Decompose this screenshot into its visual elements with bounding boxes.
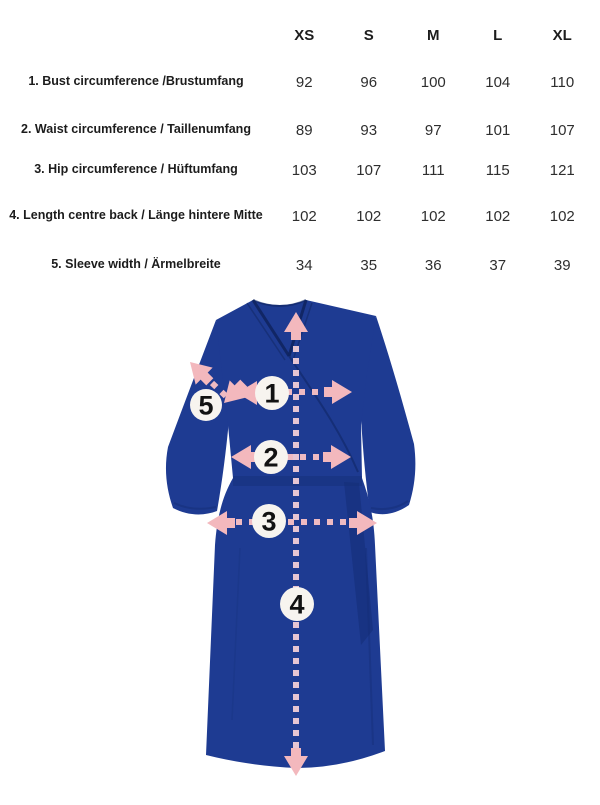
marker-circle-5: [190, 389, 222, 421]
marker-circle-2: [254, 440, 288, 474]
measurement-value: 102: [549, 207, 575, 225]
marker-circle-3: [252, 504, 286, 538]
size-column-header: XL: [552, 26, 572, 44]
measurement-value: 36: [424, 256, 442, 274]
measurement-value: 110: [550, 73, 575, 91]
measurement-value: 37: [489, 256, 507, 274]
measurement-value: 89: [295, 121, 313, 139]
size-column-header: L: [493, 26, 503, 44]
measurement-value: 101: [485, 121, 511, 139]
measurement-value: 93: [360, 121, 378, 139]
measurement-value: 100: [420, 73, 446, 91]
svg-text:2: 2: [263, 442, 279, 473]
measurement-value: 103: [291, 161, 317, 179]
measurement-label: 4. Length centre back / Länge hintere Mitte: [9, 208, 263, 223]
measurement-value: 102: [420, 207, 446, 225]
measurement-value: 102: [485, 207, 511, 225]
measurement-label: 2. Waist circumference / Taillenumfang: [21, 122, 251, 137]
svg-text:5: 5: [198, 390, 214, 421]
measurement-value: 92: [295, 73, 313, 91]
measurement-value: 102: [291, 207, 317, 225]
measurement-value: 34: [295, 256, 313, 274]
size-column-header: XS: [294, 26, 315, 44]
measurement-value: 96: [360, 73, 378, 91]
measurement-label: 5. Sleeve width / Ärmelbreite: [51, 257, 221, 272]
measurement-value: 115: [485, 161, 510, 179]
measurement-value: 104: [485, 73, 511, 91]
size-column-header: M: [427, 26, 440, 44]
svg-text:4: 4: [289, 589, 305, 620]
svg-text:1: 1: [264, 378, 280, 409]
measurement-value: 111: [421, 161, 445, 179]
measurement-value: 121: [549, 161, 575, 179]
measurement-value: 107: [549, 121, 575, 139]
measurement-value: 35: [360, 256, 378, 274]
measurement-value: 102: [356, 207, 382, 225]
measurement-value: 39: [553, 256, 571, 274]
size-column-header: S: [363, 26, 374, 44]
measurement-value: 97: [424, 121, 442, 139]
measurement-value: 107: [356, 161, 382, 179]
measurement-label: 3. Hip circumference / Hüftumfang: [34, 162, 238, 177]
svg-text:3: 3: [261, 506, 277, 537]
marker-circle-1: [255, 376, 289, 410]
measurement-label: 1. Bust circumference /Brustumfang: [28, 74, 244, 89]
marker-circle-4: [280, 587, 314, 621]
